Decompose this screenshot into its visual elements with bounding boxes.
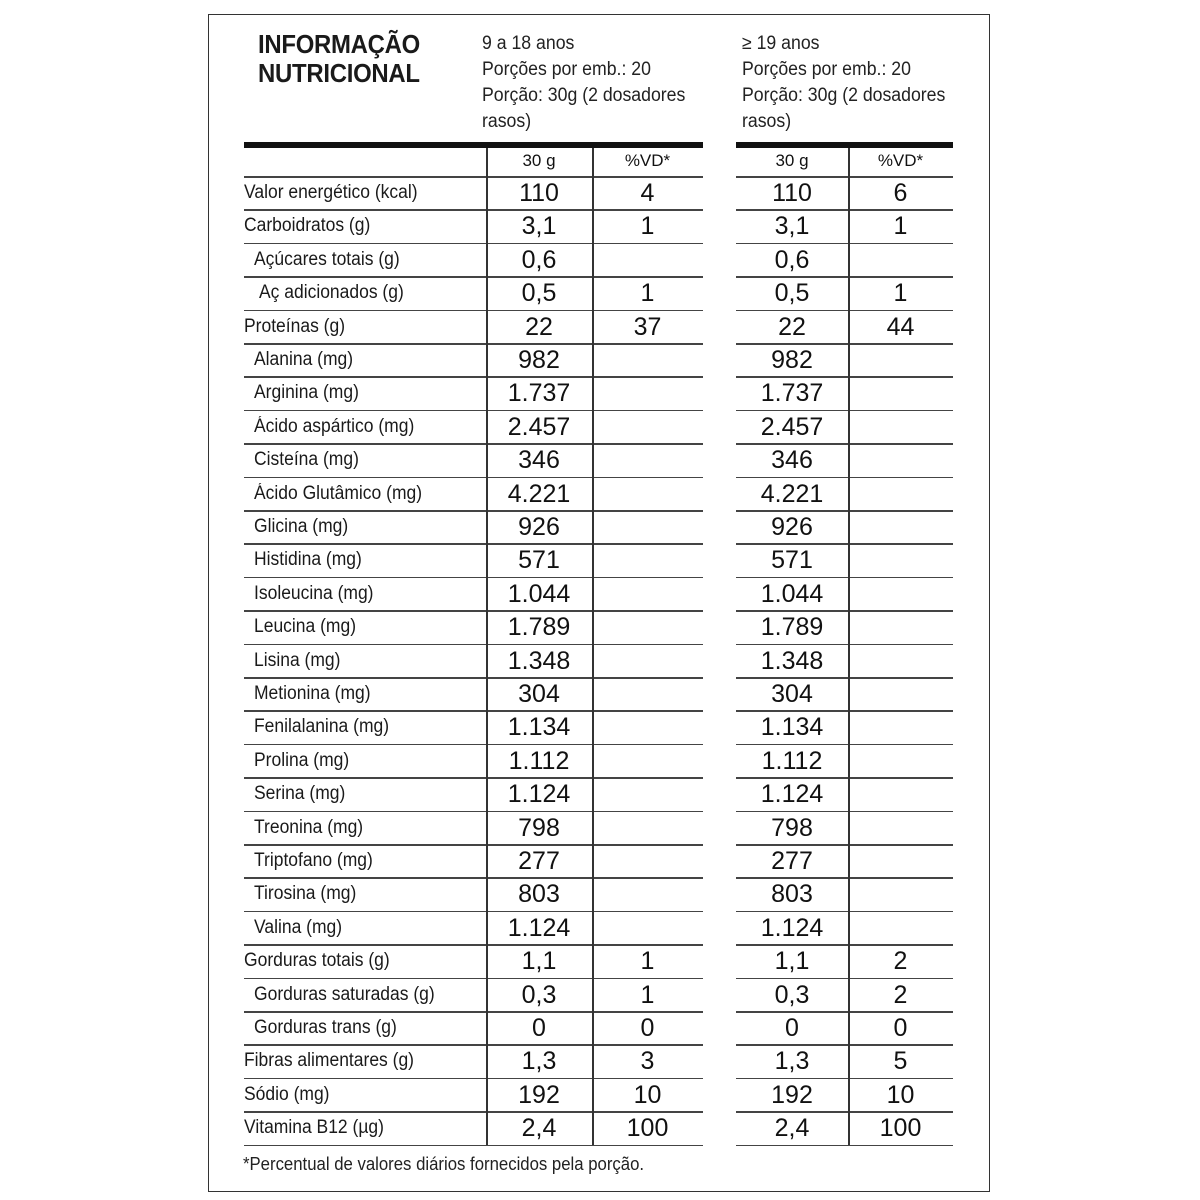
dv-value-9-18: 1 (640, 947, 655, 976)
amount-value-19-plus: 1.348 (760, 646, 824, 675)
column-divider (592, 148, 594, 1145)
col-dv-header: %VD* (877, 151, 924, 170)
amount-value-19-plus: 1.134 (760, 713, 824, 742)
dv-value-19-plus: 5 (893, 1047, 908, 1076)
nutrient-label: Proteínas (g) (244, 315, 346, 337)
nutrient-label: Sódio (mg) (244, 1083, 330, 1105)
dv-value-19-plus (848, 877, 953, 910)
dv-value-9-18 (592, 343, 703, 376)
dv-value-9-18 (592, 911, 703, 944)
table-row (244, 477, 953, 510)
amount-value-9-18: 3,1 (521, 212, 557, 241)
table-row (244, 777, 953, 810)
table-row (244, 276, 953, 309)
nutrient-label: Isoleucina (mg) (254, 582, 374, 604)
dv-value-19-plus (848, 410, 953, 443)
dv-value-9-18: 3 (640, 1047, 655, 1076)
dv-value-9-18: 37 (633, 312, 662, 341)
nutrient-label: Tirosina (mg) (254, 883, 357, 905)
amount-value-19-plus: 1.044 (760, 579, 824, 608)
table-row (244, 443, 953, 476)
dv-value-19-plus (848, 543, 953, 576)
table-row (244, 677, 953, 710)
amount-value-9-18: 277 (518, 847, 560, 875)
amount-value-9-18: 2.457 (507, 412, 571, 441)
table-row (244, 710, 953, 743)
nutrient-label: Arginina (mg) (254, 382, 359, 404)
amount-value-19-plus: 2,4 (774, 1114, 810, 1143)
table-row (244, 844, 953, 877)
column-divider (486, 148, 488, 1145)
dv-value-9-18 (592, 644, 703, 677)
amount-value-9-18: 0,5 (521, 279, 557, 308)
amount-value-9-18: 1.044 (507, 579, 571, 608)
dv-value-19-plus (848, 477, 953, 510)
amount-value-9-18: 22 (525, 312, 553, 341)
amount-value-9-18: 1,1 (521, 947, 557, 976)
dv-value-9-18: 1 (640, 980, 655, 1009)
dv-value-19-plus: 1 (893, 212, 908, 241)
nutrient-label: Lisina (mg) (254, 649, 341, 671)
amount-value-9-18: 1.737 (507, 379, 571, 408)
row-divider (244, 1145, 703, 1147)
nutrient-label: Vitamina B12 (µg) (244, 1117, 384, 1139)
amount-value-19-plus: 4.221 (760, 479, 824, 508)
dv-value-9-18 (592, 710, 703, 743)
dv-value-9-18: 10 (633, 1080, 662, 1109)
table-row (244, 610, 953, 643)
amount-value-9-18: 1.789 (507, 613, 571, 642)
table-row (244, 978, 953, 1011)
dv-value-9-18 (592, 443, 703, 476)
dv-value-19-plus: 1 (893, 279, 908, 308)
dv-value-19-plus (848, 510, 953, 543)
dv-value-9-18: 1 (640, 212, 655, 241)
nutrient-label: Valor energético (kcal) (244, 182, 418, 203)
dv-value-9-18 (592, 577, 703, 610)
amount-value-19-plus: 803 (771, 880, 813, 909)
amount-value-9-18: 0,6 (521, 245, 557, 274)
table-row (244, 176, 953, 209)
nutrient-label: Ácido Glutâmico (mg) (254, 482, 423, 504)
row-divider (736, 1145, 953, 1147)
amount-value-19-plus: 1.124 (760, 780, 824, 809)
amount-value-19-plus: 798 (771, 813, 813, 842)
amount-value-9-18: 982 (518, 346, 560, 374)
amount-value-19-plus: 0 (785, 1014, 799, 1042)
dv-value-19-plus (848, 811, 953, 844)
nutrient-label: Açúcares totais (g) (254, 248, 400, 270)
nutrient-label: Prolina (mg) (254, 749, 350, 771)
dv-value-19-plus (848, 443, 953, 476)
nutrient-label: Fibras alimentares (g) (244, 1050, 414, 1072)
dv-value-9-18 (592, 376, 703, 409)
table-header-row (244, 148, 953, 176)
amount-value-19-plus: 1,1 (774, 947, 810, 976)
amount-value-9-18: 1.134 (507, 713, 571, 742)
nutrient-label: Fenilalanina (mg) (254, 716, 390, 738)
nutrient-label: Histidina (mg) (254, 549, 362, 571)
dv-value-19-plus: 10 (886, 1080, 915, 1109)
amount-value-9-18: 346 (518, 446, 560, 475)
table-row (244, 944, 953, 977)
amount-value-9-18: 0,3 (521, 980, 557, 1009)
group1-header (482, 31, 701, 135)
col-dv-header: %VD* (624, 151, 671, 170)
dv-value-19-plus: 0 (893, 1014, 908, 1042)
dv-value-19-plus (848, 710, 953, 743)
amount-value-19-plus: 0,5 (774, 279, 810, 308)
col-amount-header: 30 g (775, 151, 809, 170)
amount-value-19-plus: 110 (772, 179, 812, 207)
amount-value-9-18: 0 (532, 1014, 546, 1042)
table-row (244, 1078, 953, 1111)
nutrient-label: Metionina (mg) (254, 683, 371, 704)
dv-value-9-18: 1 (640, 279, 655, 308)
amount-value-9-18: 1.112 (508, 746, 570, 775)
dv-value-19-plus (848, 911, 953, 944)
nutrient-label: Triptofano (mg) (254, 850, 373, 871)
table-row (244, 811, 953, 844)
dv-value-19-plus (848, 376, 953, 409)
dv-value-9-18 (592, 477, 703, 510)
dv-value-9-18 (592, 610, 703, 643)
group2-portion-line1: Porção: 30g (2 dosadores (742, 85, 946, 106)
amount-value-19-plus: 346 (771, 446, 813, 475)
dv-value-19-plus (848, 243, 953, 276)
dv-value-9-18: 4 (640, 179, 655, 207)
amount-value-9-18: 1.124 (507, 913, 571, 942)
nutrient-label: Cisteína (mg) (254, 449, 359, 471)
amount-value-9-18: 571 (518, 546, 560, 575)
nutrient-label: Valina (mg) (254, 916, 343, 938)
table-row (244, 343, 953, 376)
dv-value-19-plus: 44 (886, 312, 915, 341)
panel-title-line1: INFORMAÇÃO (258, 29, 421, 59)
group1-servings: Porções por emb.: 20 (482, 59, 651, 80)
dv-value-19-plus: 6 (893, 179, 908, 207)
dv-value-9-18: 100 (626, 1114, 669, 1143)
table-row (244, 243, 953, 276)
dv-value-19-plus (848, 677, 953, 710)
column-divider (848, 148, 850, 1145)
amount-value-9-18: 4.221 (507, 479, 571, 508)
nutrient-label: Serina (mg) (254, 783, 346, 805)
amount-value-19-plus: 1.124 (760, 913, 824, 942)
panel-title (258, 30, 420, 88)
dv-value-19-plus (848, 577, 953, 610)
amount-value-19-plus: 1.112 (761, 746, 823, 775)
amount-value-19-plus: 0,3 (774, 980, 810, 1009)
dv-value-19-plus (848, 343, 953, 376)
table-row (244, 1011, 953, 1044)
amount-value-9-18: 798 (518, 813, 560, 842)
nutrient-label: Gorduras trans (g) (254, 1017, 397, 1038)
dv-value-9-18 (592, 510, 703, 543)
dv-value-9-18 (592, 243, 703, 276)
amount-value-19-plus: 22 (778, 312, 806, 341)
nutrient-label: Gorduras saturadas (g) (254, 983, 435, 1005)
nutrient-label: Gorduras totais (g) (244, 950, 390, 972)
table-row (244, 376, 953, 409)
amount-value-19-plus: 0,6 (774, 245, 810, 274)
table-row (244, 209, 953, 242)
group1-portion-line1: Porção: 30g (2 dosadores (482, 85, 686, 106)
table-row (244, 1044, 953, 1077)
dv-value-9-18 (592, 543, 703, 576)
group1-age: 9 a 18 anos (482, 33, 575, 54)
amount-value-9-18: 1.124 (507, 780, 571, 809)
table-row (244, 877, 953, 910)
amount-value-19-plus: 982 (771, 346, 813, 374)
dv-value-9-18 (592, 811, 703, 844)
table-row (244, 410, 953, 443)
group2-header (742, 31, 961, 135)
nutrient-label: Carboidratos (g) (244, 215, 371, 237)
group2-age: ≥ 19 anos (742, 33, 820, 54)
table-row (244, 1111, 953, 1144)
dv-value-19-plus (848, 644, 953, 677)
nutrient-label: Ácido aspártico (mg) (254, 415, 415, 437)
amount-value-9-18: 803 (518, 880, 560, 909)
amount-value-19-plus: 2.457 (760, 412, 824, 441)
amount-value-9-18: 1.348 (507, 646, 571, 675)
amount-value-9-18: 192 (518, 1080, 560, 1109)
table-row (244, 911, 953, 944)
nutrient-label: Treonina (mg) (254, 816, 364, 838)
amount-value-9-18: 304 (518, 680, 560, 708)
dv-value-19-plus: 100 (879, 1114, 922, 1143)
footnote: *Percentual de valores diários fornecidos pela porção. (243, 1154, 645, 1174)
dv-value-9-18: 0 (640, 1014, 655, 1042)
nutrient-label: Glicina (mg) (254, 516, 349, 537)
amount-value-19-plus: 3,1 (774, 212, 810, 241)
col-amount-header: 30 g (522, 151, 556, 170)
amount-value-19-plus: 571 (771, 546, 813, 575)
table-row (244, 744, 953, 777)
amount-value-9-18: 2,4 (521, 1114, 557, 1143)
table-row (244, 310, 953, 343)
nutrient-label: Aç adicionados (g) (259, 282, 404, 304)
group2-portion-line2: rasos) (742, 111, 792, 132)
dv-value-9-18 (592, 410, 703, 443)
amount-value-19-plus: 277 (771, 847, 813, 875)
amount-value-9-18: 926 (518, 513, 560, 541)
dv-value-9-18 (592, 844, 703, 877)
panel-title-line2: NUTRICIONAL (258, 58, 420, 88)
amount-value-19-plus: 304 (771, 680, 813, 708)
dv-value-19-plus (848, 610, 953, 643)
dv-value-19-plus (848, 744, 953, 777)
nutrient-label: Alanina (mg) (254, 349, 354, 370)
group1-portion-line2: rasos) (482, 111, 532, 132)
amount-value-19-plus: 926 (771, 513, 813, 541)
amount-value-9-18: 1,3 (521, 1047, 557, 1076)
amount-value-19-plus: 192 (771, 1080, 813, 1109)
dv-value-9-18 (592, 777, 703, 810)
dv-value-19-plus: 2 (893, 980, 908, 1009)
dv-value-19-plus (848, 844, 953, 877)
table-row (244, 543, 953, 576)
table-row (244, 510, 953, 543)
table-row (244, 577, 953, 610)
group2-servings: Porções por emb.: 20 (742, 59, 911, 80)
amount-value-19-plus: 1,3 (774, 1047, 810, 1076)
amount-value-19-plus: 1.737 (760, 379, 824, 408)
dv-value-9-18 (592, 744, 703, 777)
dv-value-9-18 (592, 677, 703, 710)
table-row (244, 644, 953, 677)
dv-value-19-plus (848, 777, 953, 810)
dv-value-9-18 (592, 877, 703, 910)
amount-value-19-plus: 1.789 (760, 613, 824, 642)
nutrient-label: Leucina (mg) (254, 616, 357, 638)
dv-value-19-plus: 2 (893, 947, 908, 976)
amount-value-9-18: 110 (519, 179, 559, 207)
